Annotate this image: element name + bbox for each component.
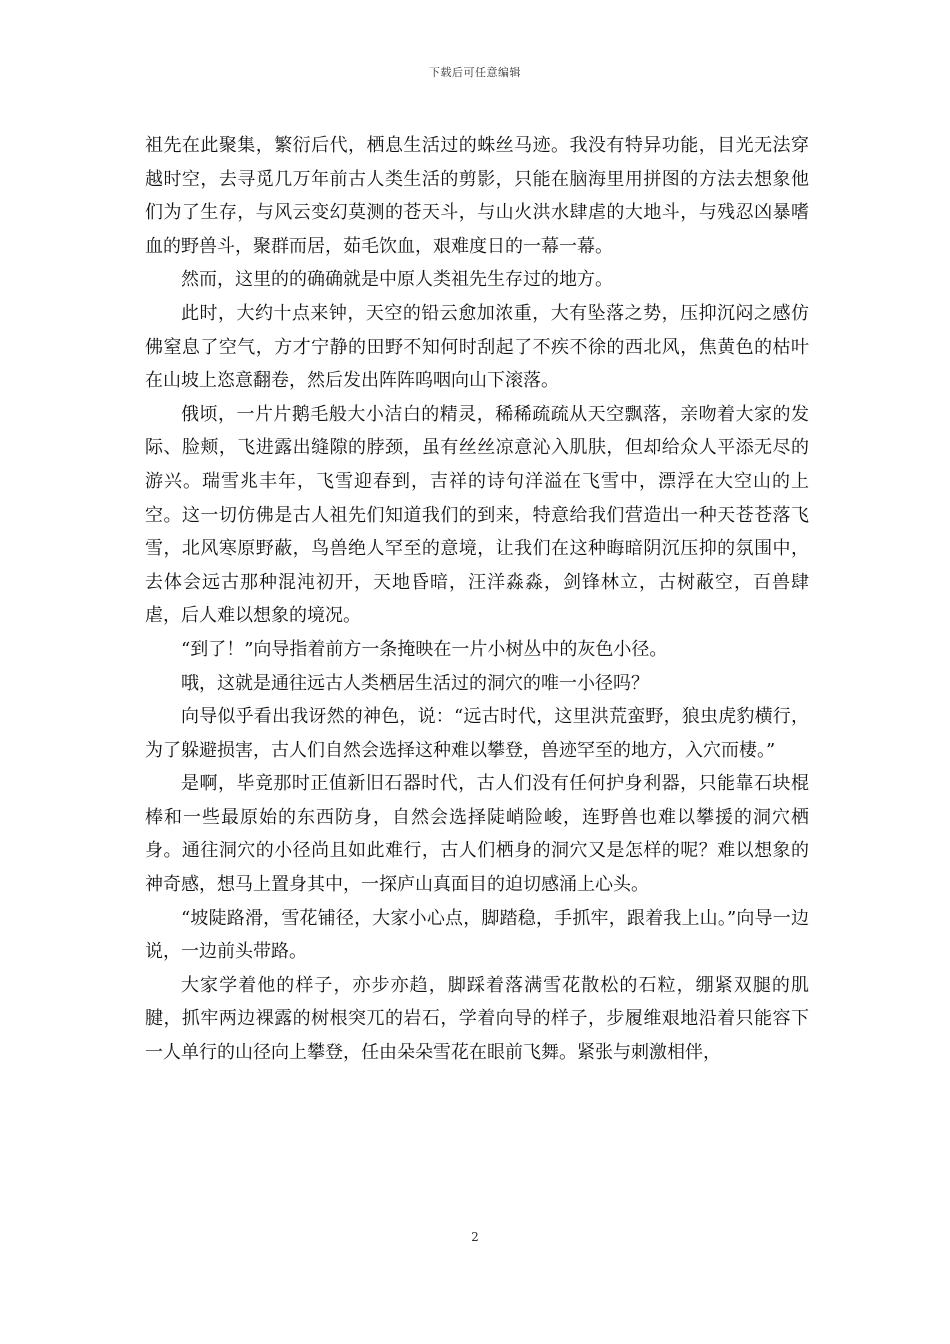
page-number: 2 [471, 1230, 479, 1244]
paragraph-6: 哦，这就是通往远古人类栖居生活过的洞穴的唯一小径吗？ [181, 672, 649, 694]
paragraph-1: 祖先在此聚集，繁衍后代，栖息生活过的蛛丝马迹。我没有特异功能，目光无法穿越时空，去寻觅几万年前古人类生活的剪影，只能在脑海里用拼图的方法去想象他们为了生存，与风云变幻莫测的苍天斗，与山火洪水肆虐的大地斗，与残忍凶暴嗜血的野兽斗，聚群而居，茹毛饮血，艰难度日的一幕一幕。 [145, 135, 809, 257]
paragraph-4: 俄顷，一片片鹅毛般大小洁白的精灵，稀稀疏疏从天空飘落，亲吻着大家的发际、脸颊，飞进露出缝隙的脖颈，虽有丝丝凉意沁入肌肤，但却给众人平添无尽的游兴。瑞雪兆丰年，飞雪迎春到，吉祥的诗句洋溢在飞雪中，漂浮在大空山的上空。这一切仿佛是古人祖先们知道我们的到来，特意给我们营造出一种天苍苍落飞雪，北风寒原野蔽，鸟兽绝人罕至的意境，让我们在这种晦暗阴沉压抑的氛围中，去体会远古那种混沌初开，天地昏暗，汪洋淼淼，剑锋林立，古树蔽空，百兽肆虐，后人难以想象的境况。 [145, 403, 809, 627]
paragraph-7: 向导似乎看出我讶然的神色，说：“远古时代，这里洪荒蛮野，狼虫虎豹横行，为了躲避损害，古人们自然会选择这种难以攀登，兽迹罕至的地方，入穴而棲。” [145, 706, 809, 761]
page-header: 下载后可任意编辑 [429, 66, 521, 79]
paragraph-8: 是啊，毕竟那时正值新旧石器时代，古人们没有任何护身利器，只能靠石块棍棒和一些最原始的东西防身，自然会选择陡峭险峻，连野兽也难以攀援的洞穴栖身。通往洞穴的小径尚且如此难行，古人们栖身的洞穴又是怎样的呢？难以想象的神奇感，想马上置身其中，一探庐山真面目的迫切感涌上心头。 [145, 773, 809, 896]
body-text [145, 129, 809, 1070]
paragraph-2: 然而，这里的的确确就是中原人类祖先生存过的地方。 [181, 269, 613, 291]
paragraph-5: “到了！”向导指着前方一条掩映在一片小树丛中的灰色小径。 [181, 638, 668, 660]
paragraph-10: 大家学着他的样子，亦步亦趋，脚踩着落满雪花散松的石粒，绷紧双腿的肌腱，抓牢两边裸露的树根突兀的岩石，学着向导的样子，步履维艰地沿着只能容下一人单行的山径向上攀登，任由朵朵雪花在眼前飞舞。紧张与刺激相伴， [145, 974, 809, 1064]
paragraph-3: 此时，大约十点来钟，天空的铅云愈加浓重，大有坠落之势，压抑沉闷之感仿佛窒息了空气，方才宁静的田野不知何时刮起了不疾不徐的西北风，焦黄色的枯叶在山坡上恣意翻卷，然后发出阵阵呜咽向山下滚落。 [145, 302, 809, 392]
paragraph-9: “坡陡路滑，雪花铺径，大家小心点，脚踏稳，手抓牢，跟着我上山。”向导一边说，一边前头带路。 [145, 907, 809, 963]
